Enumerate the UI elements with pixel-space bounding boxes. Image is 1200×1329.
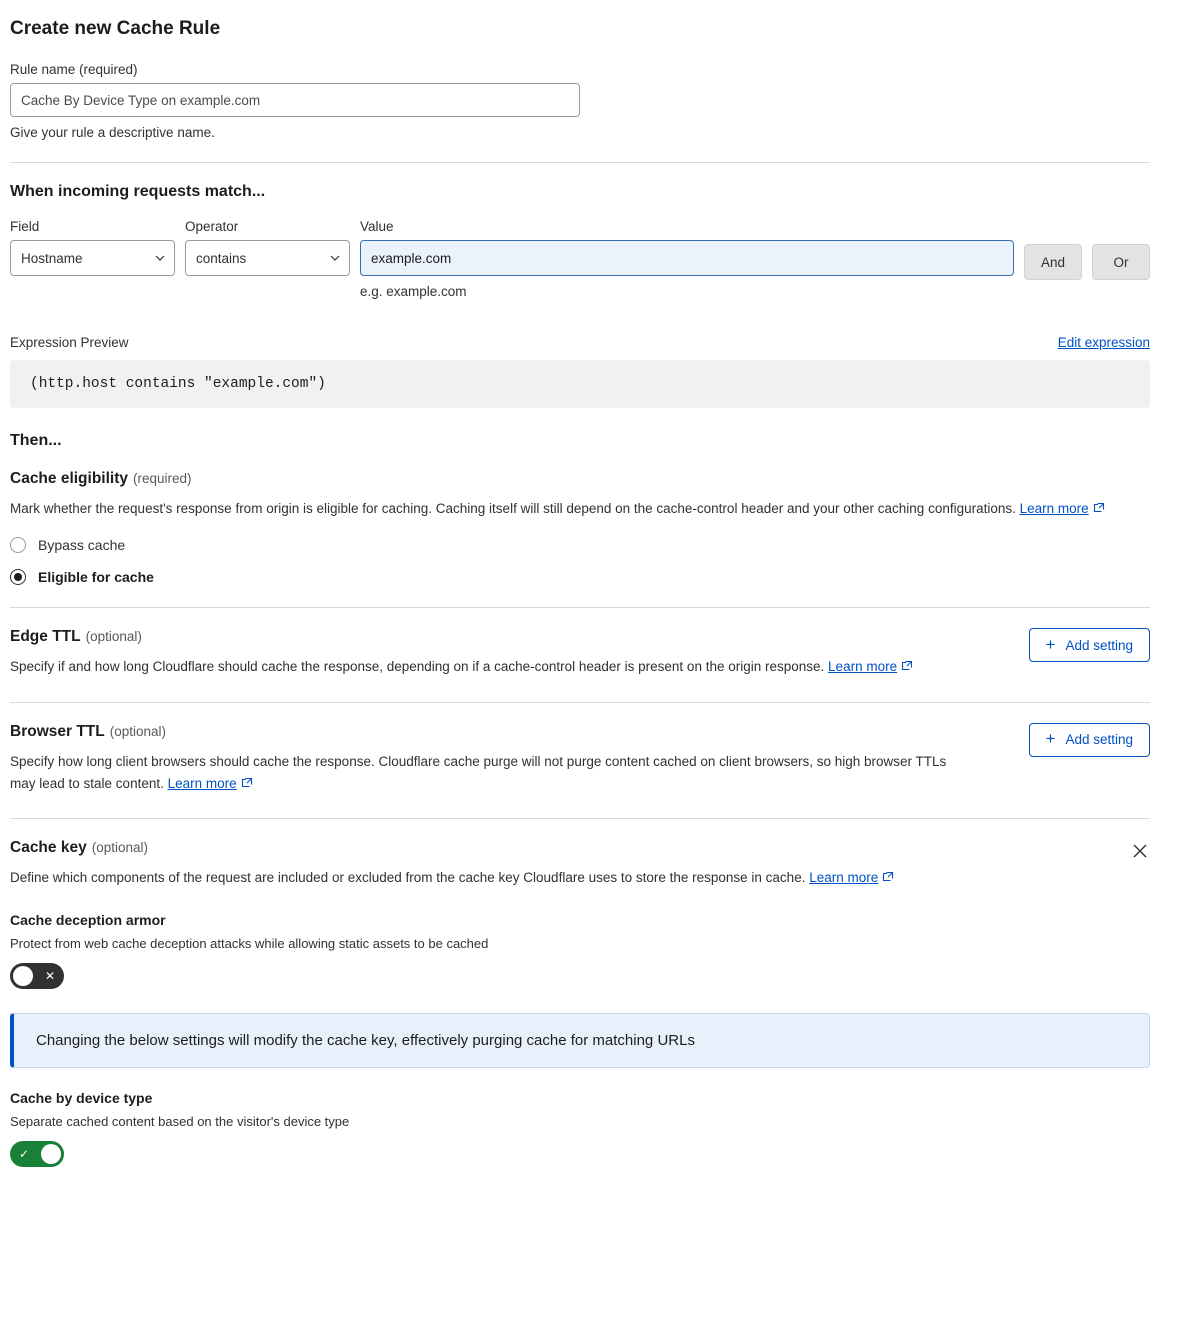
browser-ttl-section: [10, 723, 1150, 797]
browser-ttl-add-setting-button[interactable]: [1029, 723, 1150, 757]
cache-eligibility-required: (required): [133, 471, 192, 486]
logic-buttons: [1024, 219, 1150, 280]
toggle-knob: [13, 966, 33, 986]
cache-eligibility-description: [10, 498, 1150, 521]
cache-eligibility-learn-more-link[interactable]: Learn more: [1019, 501, 1089, 516]
cache-eligibility-title-text: Cache eligibility: [10, 470, 129, 487]
toggle-on-mark: ✓: [19, 1147, 30, 1162]
edge-ttl-section: [10, 628, 1150, 679]
operator-column: [185, 219, 350, 276]
expression-label: Expression Preview: [10, 335, 129, 350]
value-input[interactable]: [360, 240, 1014, 276]
edge-ttl-add-setting-button[interactable]: [1029, 628, 1150, 662]
browser-ttl-description: [10, 751, 970, 797]
browser-ttl-description-text: Specify how long client browsers should cache the response. Cloudflare cache purge will not purge content cached on client browsers, so high browser TTLs may lead to stale content.: [10, 753, 947, 791]
match-heading: When incoming requests match...: [10, 183, 266, 200]
cache-eligibility-section: [10, 470, 1150, 585]
value-column: [360, 219, 1014, 299]
field-label: Field: [10, 219, 40, 234]
cache-key-description: [10, 867, 1150, 890]
external-link-icon: [882, 868, 894, 890]
cache-deception-armor-label: Cache deception armor: [10, 912, 166, 929]
edge-ttl-learn-more-link[interactable]: Learn more: [828, 659, 898, 675]
field-select-value: Hostname: [21, 250, 83, 266]
chevron-down-icon: [330, 253, 340, 263]
expression-header: [10, 335, 1150, 350]
radio-eligible-for-cache[interactable]: [10, 569, 1150, 585]
browser-ttl-add-setting-label: Add setting: [1065, 732, 1133, 748]
cache-deception-armor-toggle[interactable]: [10, 963, 64, 989]
operator-select[interactable]: [185, 240, 350, 276]
value-hint: e.g. example.com: [360, 284, 467, 299]
cache-deception-armor-description: Protect from web cache deception attacks while allowing static assets to be cached: [10, 936, 489, 952]
browser-ttl-title-text: Browser TTL: [10, 722, 105, 740]
plus-icon: +: [1045, 634, 1056, 654]
edge-ttl-description: [10, 656, 913, 679]
field-select[interactable]: [10, 240, 175, 276]
radio-eligible-for-cache-label: Eligible for cache: [38, 569, 154, 586]
match-row: [10, 219, 1150, 299]
cache-eligibility-title: [10, 470, 1150, 488]
match-section: [10, 183, 1150, 299]
page-title: Create new Cache Rule: [10, 18, 221, 39]
and-button[interactable]: And: [1024, 244, 1082, 280]
edge-ttl-title-text: Edge TTL: [10, 628, 81, 646]
chevron-down-icon: [155, 253, 165, 263]
divider: [10, 162, 1150, 163]
divider: [10, 702, 1150, 703]
cache-eligibility-description-text: Mark whether the request's response from origin is eligible for caching. Caching itself will still depend on the cache-control header and your other caching configurations.: [10, 501, 1016, 516]
cache-key-optional: (optional): [91, 840, 148, 856]
browser-ttl-learn-more-link[interactable]: Learn more: [167, 775, 237, 791]
field-column: [10, 219, 175, 276]
radio-bypass-cache-label: Bypass cache: [38, 537, 126, 554]
rule-name-help: Give your rule a descriptive name.: [10, 125, 215, 140]
rule-name-input[interactable]: [10, 83, 580, 117]
edge-ttl-add-setting-label: Add setting: [1065, 637, 1133, 653]
radio-bypass-cache[interactable]: [10, 537, 1150, 553]
cache-by-device-type-label: Cache by device type: [10, 1090, 153, 1107]
browser-ttl-optional: (optional): [109, 723, 167, 739]
cache-key-title: [10, 839, 1150, 857]
operator-label: Operator: [185, 219, 239, 234]
rule-name-section: [10, 62, 1150, 140]
edge-ttl-description-text: Specify if and how long Cloudflare should cache the response, depending on if a cache-control header is present on the origin response.: [10, 659, 825, 675]
divider: [10, 818, 1150, 819]
cache-key-learn-more-link[interactable]: Learn more: [809, 870, 879, 886]
value-label: Value: [360, 219, 394, 234]
edit-expression-link[interactable]: Edit expression: [1057, 335, 1150, 350]
cache-key-section: [10, 839, 1150, 1167]
radio-eligible-for-cache-control[interactable]: [10, 569, 26, 585]
close-icon[interactable]: [1130, 841, 1150, 861]
radio-bypass-cache-control[interactable]: [10, 537, 26, 553]
cache-key-title-text: Cache key: [10, 839, 87, 857]
rule-name-label: Rule name (required): [10, 62, 138, 77]
toggle-off-mark: ✕: [44, 969, 55, 984]
external-link-icon: [1093, 499, 1105, 521]
cache-key-description-text: Define which components of the request are included or excluded from the cache key Cloudflare uses to store the response in cache.: [10, 870, 806, 886]
cache-key-info-banner: Changing the below settings will modify the cache key, effectively purging cache for matching URLs: [10, 1013, 1150, 1068]
operator-select-value: contains: [196, 250, 247, 266]
edge-ttl-title: [10, 628, 913, 646]
toggle-knob: [41, 1144, 61, 1164]
plus-icon: +: [1045, 729, 1056, 749]
cache-by-device-type-toggle[interactable]: [10, 1141, 64, 1167]
edge-ttl-optional: (optional): [85, 629, 142, 645]
expression-preview: (http.host contains "example.com"): [10, 360, 1150, 408]
browser-ttl-title: [10, 723, 970, 741]
external-link-icon: [241, 774, 253, 796]
then-heading: Then...: [10, 432, 62, 449]
external-link-icon: [901, 657, 913, 679]
divider: [10, 607, 1150, 608]
cache-by-device-type-description: Separate cached content based on the visitor's device type: [10, 1114, 350, 1130]
or-button[interactable]: Or: [1092, 244, 1150, 280]
